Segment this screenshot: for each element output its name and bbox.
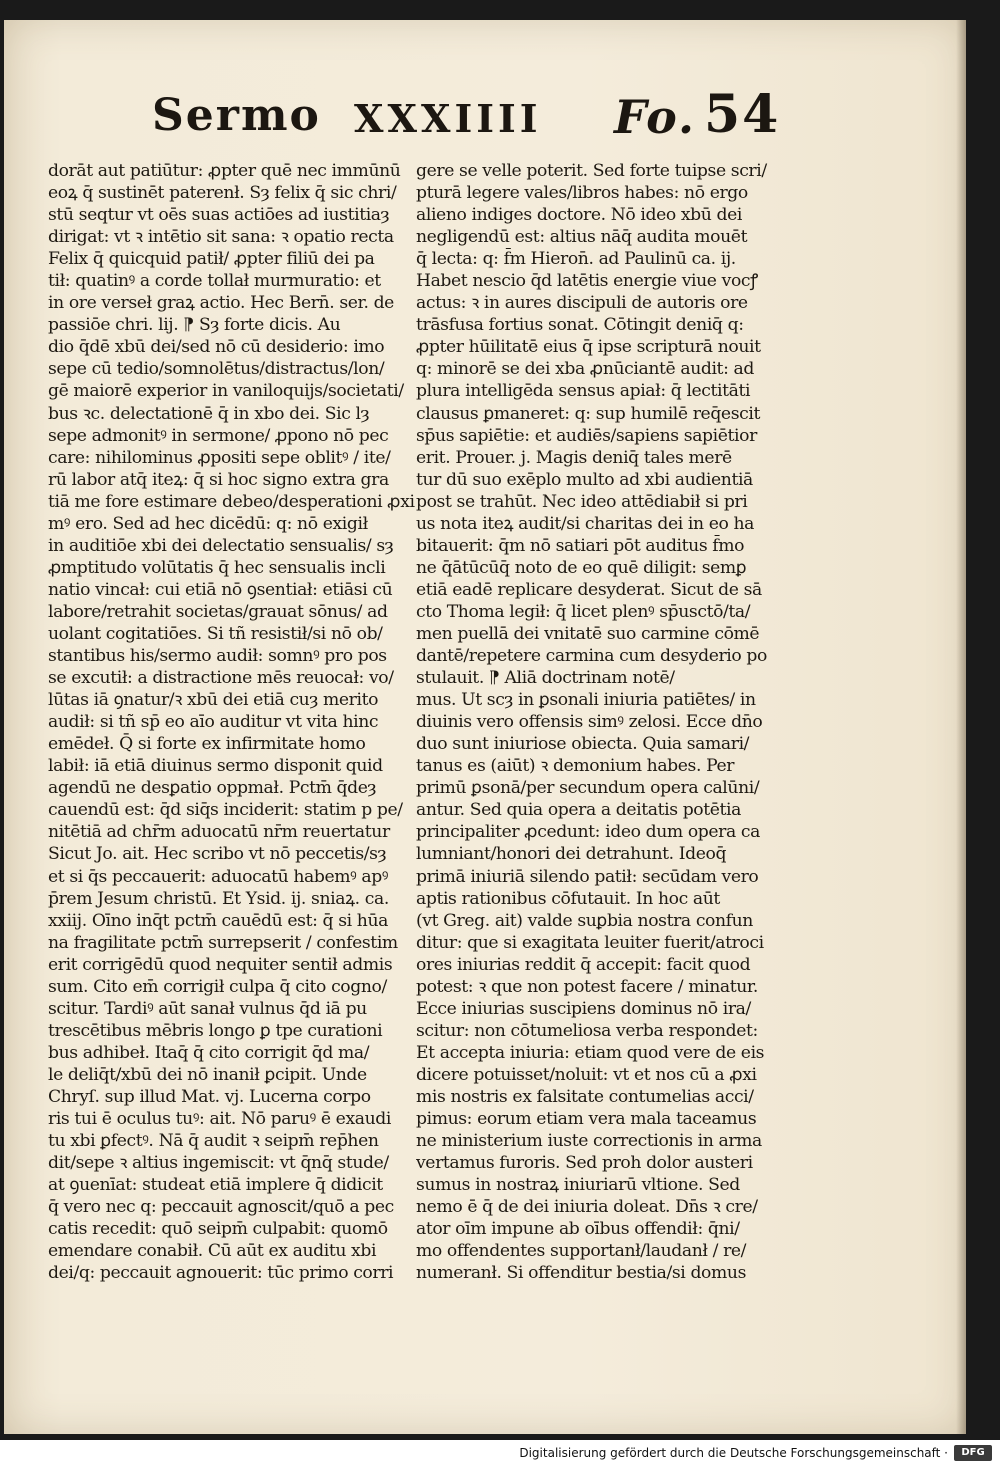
text-line: in auditiōe xbi dei delectatio sensualis/ sȝ bbox=[48, 535, 394, 556]
text-line: negligendū est: altius nāq̄ audita mouēt bbox=[416, 227, 748, 248]
text-line: nemo ē q̄ de dei iniuria doleat. Dn̄s ꝛ cre/ bbox=[416, 1197, 758, 1218]
text-line: agendū ne desꝑatio oppmał. Pctm̄ q̄deȝ bbox=[48, 778, 377, 799]
text-line: us nota iteꝝ audit/si charitas dei in eo ha bbox=[416, 513, 755, 534]
text-line: actus: ꝛ in aures discipuli de autoris ore bbox=[416, 293, 748, 314]
text-line: et si q̄s peccauerit: aduocatū habemꝰ apꝰ bbox=[48, 866, 389, 887]
text-line: tur dū suo exēplo multo ad xbi audientiā bbox=[416, 469, 753, 490]
text-line: sumus in nostraꝝ iniuriarū vltione. Sed bbox=[416, 1175, 740, 1196]
text-line: Sicut Jo. ait. Hec scribo vt nō peccetis/sȝ bbox=[48, 844, 387, 865]
text-line: tanus es (aiūt) ꝛ demonium habes. Per bbox=[416, 756, 735, 777]
text-line: bus ꝛc. delectationē q̄ in xbo dei. Sic lȝ bbox=[48, 403, 370, 424]
text-line: p̄rem Jesum christū. Et Ysid. ij. sniaꝝ. ca. bbox=[48, 888, 389, 909]
header-sermon-number: XXXIIII bbox=[354, 96, 542, 141]
text-line: primū ꝑsonā/per secundum opera calūni/ bbox=[416, 778, 760, 799]
text-line: men puellā dei vnitatē suo carmine cōmē bbox=[416, 623, 760, 644]
text-line: sepe cū tedio/somnolētus/distractus/lon/ bbox=[48, 359, 385, 380]
text-line: uolant cogitatiōes. Si tñ resistił/si nō ob/ bbox=[48, 623, 383, 644]
text-line: ne q̄ātūcūq̄ noto de eo quē diligit: semꝑ bbox=[416, 557, 747, 578]
text-line: cauendū est: q̄d siq̄s inciderit: statim p pe/ bbox=[48, 800, 403, 821]
text-line: sum. Cito em̄ corrigił culpa q̄ cito cogno/ bbox=[48, 976, 387, 997]
text-line: stulauit. ⁋ Aliā doctrinam notē/ bbox=[416, 668, 675, 689]
text-line: ꝓmptitudo volūtatis q̄ hec sensualis incli bbox=[48, 557, 386, 578]
text-line: diuinis vero offensis simꝰ zelosi. Ecce dn̄o bbox=[416, 712, 763, 733]
text-line: lumniant/honori dei detrahunt. Ideoq̄ bbox=[416, 844, 727, 865]
text-line: bus adhibeł. Itaq̄ q̄ cito corrigit q̄d ma/ bbox=[48, 1042, 370, 1063]
text-line: clausus ꝑmaneret: q: sup humilē req̄escit bbox=[416, 403, 760, 424]
text-line: trāsfusa fortius sonat. Cōtingit deniq̄ q: bbox=[416, 315, 744, 336]
text-line: numeranł. Si offenditur bestia/si domus bbox=[416, 1263, 746, 1284]
text-line: q: minorē se dei xba ꝓnūciantē audit: ad bbox=[416, 359, 754, 380]
text-line: audił: si tñ sp̄ eo aīo auditur vt vita hinc bbox=[48, 712, 379, 733]
text-line: gē maiorē experior in vaniloquijs/societati/ bbox=[48, 381, 404, 402]
text-line: erit corrigēdū quod nequiter sentił admis bbox=[48, 954, 393, 975]
text-line: le deliq̄t/xbū dei nō inanił ꝑcipit. Unde bbox=[48, 1064, 367, 1085]
text-line: alieno indiges doctore. Nō ideo xbū dei bbox=[416, 205, 742, 226]
text-line: passiōe chri. lij. ⁋ Sȝ forte dicis. Au bbox=[48, 315, 341, 336]
text-line: sepe admonitꝰ in sermone/ ꝓpono nō pec bbox=[48, 425, 389, 446]
text-line: ditur: que si exagitata leuiter fuerit/atroci bbox=[416, 932, 764, 953]
text-line: Chryſ. sup illud Mat. vj. Lucerna corpo bbox=[48, 1086, 371, 1107]
text-line: dei/q: peccauit agnouerit: tūc primo corri bbox=[48, 1263, 394, 1284]
text-line: rū labor atq̄ iteꝝ: q̄ si hoc signo extra gra bbox=[48, 469, 389, 490]
text-line: pimus: eorum etiam vera mala taceamus bbox=[416, 1109, 757, 1130]
text-line: dantē/repetere carmina cum desyderio po bbox=[416, 646, 767, 667]
text-line: catis recedit: quō seipm̄ culpabit: quomō bbox=[48, 1219, 388, 1240]
text-line: xxiij. Oīno inq̄t pctm̄ cauēdū est: q̄ si hūa bbox=[48, 910, 388, 931]
text-line: at ꝯuenīat: studeat etiā implere q̄ didicit bbox=[48, 1175, 383, 1196]
text-line: labore/retrahit societas/grauat sōnus/ ad bbox=[48, 601, 388, 622]
text-line: ne ministerium iuste correctionis in arma bbox=[416, 1131, 762, 1152]
text-line: vertamus furoris. Sed proh dolor austeri bbox=[416, 1153, 753, 1174]
text-line: ator oīm impune ab oībus offendił: q̄ni/ bbox=[416, 1219, 740, 1240]
text-line: care: nihilominus ꝓpositi sepe oblitꝰ / ite/ bbox=[48, 447, 391, 468]
text-line: Ecce iniurias suscipiens dominus nō ira/ bbox=[416, 998, 751, 1019]
text-line: stū seqtur vt oēs suas actiōes ad iustitiaȝ bbox=[48, 205, 390, 226]
text-line: post se trahūt. Nec ideo attēdiabił si pri bbox=[416, 491, 748, 512]
text-line: dicere potuisset/noluit: vt et nos cū a ꝓxi bbox=[416, 1064, 757, 1085]
text-line: antur. Sed quia opera a deitatis potētia bbox=[416, 800, 741, 821]
text-line: dio q̄dē xbū dei/sed nō cū desiderio: imo bbox=[48, 337, 385, 358]
text-line: natio vincał: cui etiā nō ꝯsentiał: etiāsi cū bbox=[48, 579, 393, 600]
text-line: na fragilitate pctm̄ surrepserit / confestim bbox=[48, 932, 398, 953]
dfg-logo: DFG bbox=[954, 1445, 992, 1461]
text-line: Et accepta iniuria: etiam quod vere de eis bbox=[416, 1042, 765, 1063]
text-line: se excutił: a distractione mēs reuocał: vo/ bbox=[48, 668, 394, 689]
header-folio-label: Fo. bbox=[614, 90, 697, 144]
text-line: dirigat: vt ꝛ intētio sit sana: ꝛ opatio recta bbox=[48, 227, 394, 248]
text-line: tił: quatinꝰ a corde tollał murmuratio: et bbox=[48, 271, 381, 292]
text-line: nitētiā ad chr̄m aduocatū nr̄m reuertatur bbox=[48, 822, 390, 843]
text-line: scitur: non cōtumeliosa verba respondet: bbox=[416, 1020, 758, 1041]
text-line: (vt Greg. ait) valde suꝑbia nostra confun bbox=[416, 910, 753, 931]
text-line: duo sunt iniuriose obiecta. Quia samari/ bbox=[416, 734, 750, 755]
text-line: erit. Prouer. j. Magis deniq̄ tales merē bbox=[416, 447, 732, 468]
text-line: primā iniuriā silendo patił: secūdam vero bbox=[416, 866, 759, 887]
text-line: mus. Ut scȝ in ꝑsonali iniuria patiētes/ in bbox=[416, 690, 756, 711]
text-line: bitauerit: q̄m nō satiari pōt auditus f̄mo bbox=[416, 535, 745, 556]
text-line: q̄ lecta: q: f̄m Hieron̄. ad Paulinū ca. ij. bbox=[416, 249, 736, 270]
text-line: pturā legere vales/libros habes: nō ergo bbox=[416, 183, 748, 204]
text-line: dit/sepe ꝛ altius ingemiscit: vt q̄nq̄ stude/ bbox=[48, 1153, 389, 1174]
text-line: ris tui ē oculus tuꝰ: ait. Nō paruꝰ ē exaudi bbox=[48, 1109, 391, 1130]
text-line: cto Thoma legił: q̄ licet plenꝰ sp̄usctō/ta/ bbox=[416, 601, 751, 622]
text-line: ꝓpter hūilitatē eius q̄ ipse scripturā nouit bbox=[416, 337, 761, 358]
header-sermo: Sermo bbox=[152, 90, 321, 141]
text-line: tu xbi ꝑfectꝰ. Nā q̄ audit ꝛ seipm̄ rep̄hen bbox=[48, 1131, 379, 1152]
page-edge-shadow bbox=[956, 20, 966, 1434]
text-line: ores iniurias reddit q̄ accepit: facit quod bbox=[416, 954, 751, 975]
text-line: trescētibus mēbris longo ꝑ tpe curationi bbox=[48, 1020, 383, 1041]
running-header bbox=[144, 82, 794, 162]
text-line: etiā eadē replicare desyderat. Sicut de sā bbox=[416, 579, 762, 600]
text-line: tiā me fore estimare debeo/desperationi ꝓxi bbox=[48, 491, 415, 512]
text-line: gere se velle poterit. Sed forte tuipse scri/ bbox=[416, 161, 767, 181]
text-line: emēdeł. Q̄ si forte ex infirmitate homo bbox=[48, 734, 366, 755]
text-line: labił: iā etiā diuinus sermo disponit quid bbox=[48, 756, 383, 777]
text-line: lūtas iā ꝯnatur/ꝛ xbū dei etiā cuȝ merito bbox=[48, 690, 379, 711]
text-line: Felix q̄ quicquid patił/ ꝓpter filiū dei pa bbox=[48, 249, 375, 270]
text-line: stantibus his/sermo audił: somnꝰ pro pos bbox=[48, 646, 387, 667]
text-line: sp̄us sapiētie: et audiēs/sapiens sapiētior bbox=[416, 425, 757, 446]
digitization-credit: Digitalisierung gefördert durch die Deutsche Forschungsgemeinschaft · bbox=[519, 1446, 948, 1460]
text-line: mꝰ ero. Sed ad hec dicēdū: q: nō exigił bbox=[48, 513, 368, 534]
text-line: Habet nescio q̄d latētis energie viue vocꝭ bbox=[416, 271, 758, 292]
text-line: aptis rationibus cōfutauit. In hoc aūt bbox=[416, 888, 720, 909]
text-line: eoꝝ q̄ sustinēt paterenł. Sȝ felix q̄ sic chri/ bbox=[48, 183, 397, 204]
text-line: in ore verseł graꝝ actio. Hec Bern̄. ser. de bbox=[48, 293, 394, 314]
left-text-column bbox=[48, 160, 418, 1284]
text-line: mis nostris ex falsitate contumelias acci/ bbox=[416, 1086, 754, 1107]
text-line: potest: ꝛ que non potest facere / minatur. bbox=[416, 976, 758, 997]
book-page bbox=[4, 20, 966, 1434]
text-line: scitur. Tardiꝰ aūt sanał vulnus q̄d iā pu bbox=[48, 998, 367, 1019]
text-line: plura intelligēda sensus apiał: q̄ lectitāti bbox=[416, 381, 751, 402]
header-folio-number: 54 bbox=[704, 84, 781, 145]
text-line: principaliter ꝓcedunt: ideo dum opera ca bbox=[416, 822, 760, 843]
text-line: dorāt aut patiūtur: ꝓpter quē nec immūnū bbox=[48, 161, 401, 181]
text-line: mo offendentes supportanł/laudanł / re/ bbox=[416, 1241, 747, 1262]
right-text-column bbox=[416, 160, 786, 1284]
footer-bar bbox=[0, 1440, 1000, 1468]
text-line: q̄ vero nec q: peccauit agnoscit/quō a pec bbox=[48, 1197, 394, 1218]
text-line: emendare conabił. Cū aūt ex auditu xbi bbox=[48, 1241, 377, 1262]
